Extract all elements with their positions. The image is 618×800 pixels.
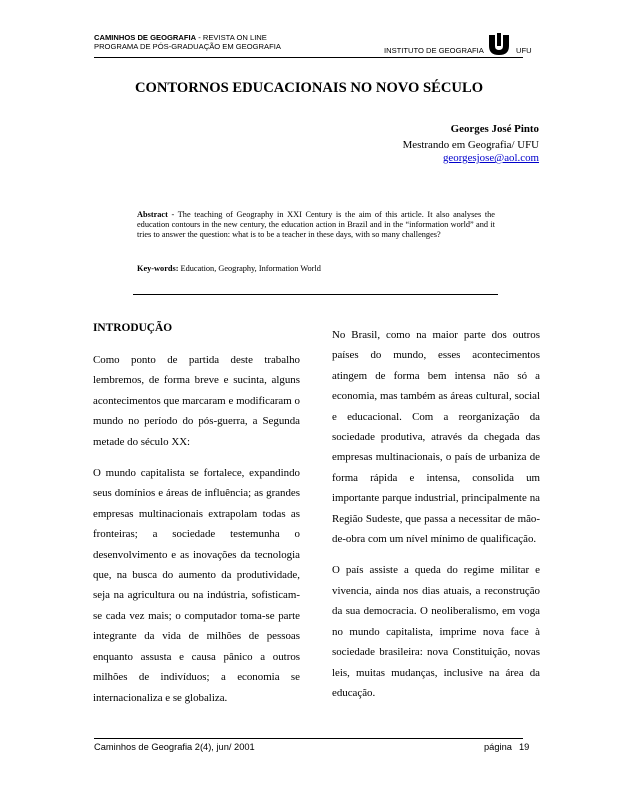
journal-suffix: - REVISTA ON LINE: [196, 33, 267, 42]
author-affiliation: Mestrando em Geografia/ UFU: [402, 139, 539, 151]
institute-label: INSTITUTO DE GEOGRAFIA: [384, 46, 484, 55]
university-logo-icon: [486, 33, 512, 57]
left-column: [93, 350, 300, 719]
footer-divider: [94, 738, 523, 739]
author-name: Georges José Pinto: [450, 123, 539, 135]
abstract-label: Abstract: [137, 210, 168, 219]
running-header: [94, 33, 281, 51]
paragraph: No Brasil, como na maior parte dos outros países do mundo, esses acontecimentos atingem de forma bem intensa não só a economia, mas também as áreas cultural, social e educacional. Com a reorganização da sociedade produtiva, através da chegada das empresas multinacionais, o país de urbaniza de forma rápida e intensa, consolida um importante parque industrial, principalmente na Região Sudeste, que passa a necessitar de mão-de-obra com um nível mínimo de qualificação.: [332, 329, 540, 546]
author-email-link[interactable]: georgesjose@aol.com: [442, 152, 539, 164]
abstract: [137, 210, 495, 240]
right-column: [332, 325, 540, 714]
journal-name: CAMINHOS DE GEOGRAFIA: [94, 33, 197, 42]
section-heading: INTRODUÇÃO: [93, 322, 173, 334]
program-line: PROGRAMA DE PÓS-GRADUAÇÃO EM GEOGRAFIA: [94, 42, 281, 51]
journal-line: [94, 33, 281, 42]
footer-page-number: 19: [519, 742, 530, 752]
footer-citation: Caminhos de Geografia 2(4), jun/ 2001: [94, 742, 255, 752]
keywords: [137, 264, 495, 273]
abstract-text: - The teaching of Geography in XXI Century is the aim of this article. It also analyses the education contours in the new century, the education action in Brazil and in the “information world” and it tries to answer the question: what is to be a teacher in these days, with so many challenges?: [137, 210, 495, 239]
footer-page-label: página: [484, 742, 512, 752]
abstract-divider: [133, 294, 498, 295]
keywords-text: Education, Geography, Information World: [178, 264, 321, 273]
article-title: CONTORNOS EDUCACIONAIS NO NOVO SÉCULO: [134, 80, 484, 96]
university-label: UFU: [516, 46, 532, 55]
keywords-label: Key-words:: [137, 264, 179, 273]
header-divider: [94, 57, 523, 58]
paragraph: O mundo capitalista se fortalece, expandindo seus domínios e áreas de influência; as grandes empresas multinacionais extrapolam todas as fronteiras; a sociedade testemunha o desenvolvimento e as inovações da tecnologia que, na busca do aumento da produtividade, seja na agricultura ou na indústria, sofisticam-se cada vez mais; o computador toma-se parte integrante da vida de milhões de pessoas enquanto assusta e causa pânico a outros milhões de indivíduos; a economia se internacionaliza e se globaliza.: [93, 467, 300, 704]
paragraph: Como ponto de partida deste trabalho lembremos, de forma breve e sucinta, alguns acontecimentos que marcaram e modificaram o mundo no período do pós-guerra, a Segunda metade do século XX:: [93, 354, 300, 448]
paragraph: O país assiste a queda do regime militar e vivencia, ainda nos dias atuais, a reconstrução da sua democracia. O neoliberalismo, em voga no mundo capitalista, imprime nova face à sociedade brasileira: nova Constituição, novas leis, muitas mudanças, inclusive na área da educação.: [332, 564, 540, 699]
